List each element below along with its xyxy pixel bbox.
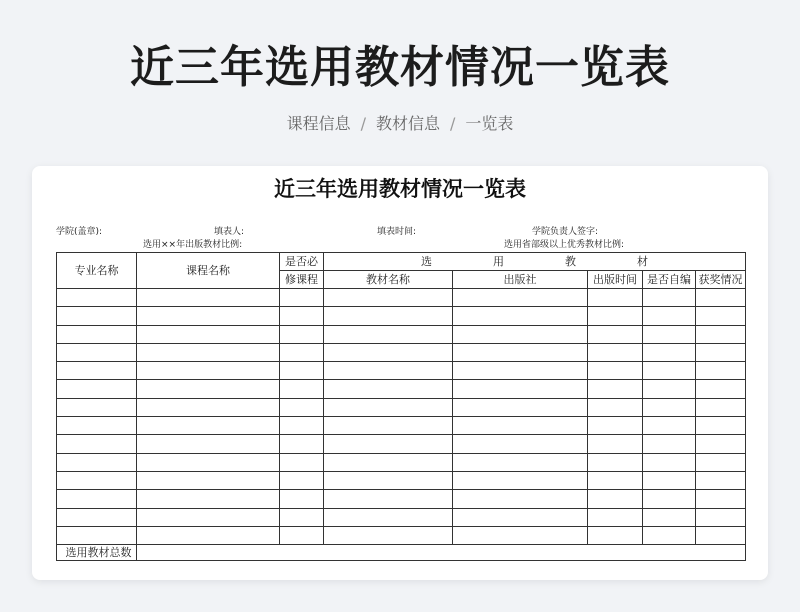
table-cell[interactable] — [696, 471, 746, 489]
table-cell[interactable] — [453, 380, 588, 398]
table-cell[interactable] — [137, 526, 280, 544]
table-cell[interactable] — [137, 471, 280, 489]
breadcrumb-separator: / — [360, 114, 366, 133]
table-cell[interactable] — [57, 362, 137, 380]
table-cell[interactable] — [643, 471, 696, 489]
table-cell[interactable] — [453, 307, 588, 325]
table-cell[interactable] — [696, 380, 746, 398]
table-cell[interactable] — [453, 398, 588, 416]
table-cell[interactable] — [137, 325, 280, 343]
table-cell[interactable] — [588, 362, 643, 380]
table-cell[interactable] — [588, 490, 643, 508]
table-cell[interactable] — [137, 307, 280, 325]
document-title: 近三年选用教材情况一览表 — [274, 177, 526, 201]
table-cell[interactable] — [324, 417, 453, 435]
table-row — [57, 362, 746, 380]
table-cell[interactable] — [324, 435, 453, 453]
table-cell[interactable] — [453, 325, 588, 343]
table-cell[interactable] — [696, 343, 746, 361]
table-cell[interactable] — [137, 435, 280, 453]
table-cell[interactable] — [137, 490, 280, 508]
table-cell[interactable] — [696, 508, 746, 526]
breadcrumb-item-textbook-info[interactable]: 教材信息 — [375, 114, 440, 133]
table-cell[interactable] — [453, 289, 588, 307]
table-row — [57, 417, 746, 435]
table-cell[interactable] — [57, 471, 137, 489]
table-cell[interactable] — [696, 289, 746, 307]
breadcrumb-item-course-info[interactable]: 课程信息 — [286, 114, 351, 133]
dean-signature-label: 学院负责人签字: — [532, 227, 599, 237]
header-major-name: 专业名称 — [57, 253, 137, 289]
table-cell[interactable] — [280, 307, 324, 325]
table-cell[interactable] — [324, 526, 453, 544]
table-cell[interactable] — [280, 398, 324, 416]
table-cell[interactable] — [57, 526, 137, 544]
table-row — [57, 435, 746, 453]
table-cell[interactable] — [588, 380, 643, 398]
table-row — [57, 453, 746, 471]
table-row — [57, 526, 746, 544]
table-cell[interactable] — [280, 362, 324, 380]
table-cell[interactable] — [324, 398, 453, 416]
table-cell[interactable] — [280, 471, 324, 489]
table-cell[interactable] — [324, 325, 453, 343]
table-cell[interactable] — [643, 380, 696, 398]
table-cell[interactable] — [280, 380, 324, 398]
total-value-cell[interactable] — [137, 545, 746, 561]
breadcrumb-separator: / — [450, 114, 456, 133]
table-cell[interactable] — [280, 490, 324, 508]
table-cell[interactable] — [137, 380, 280, 398]
recent-textbook-ratio-label: 选用××年出版教材比例: — [143, 240, 243, 250]
table-cell[interactable] — [324, 289, 453, 307]
table-cell[interactable] — [453, 526, 588, 544]
table-cell[interactable] — [643, 417, 696, 435]
table-cell[interactable] — [696, 362, 746, 380]
table-cell[interactable] — [643, 343, 696, 361]
table-cell[interactable] — [137, 398, 280, 416]
table-cell[interactable] — [324, 380, 453, 398]
header-selected-char: 用 — [493, 254, 504, 268]
table-cell[interactable] — [137, 362, 280, 380]
header-textbook-name: 教材名称 — [324, 271, 453, 289]
header-awards: 获奖情况 — [696, 271, 746, 289]
table-header-row — [57, 253, 746, 271]
table-cell[interactable] — [643, 289, 696, 307]
table-cell[interactable] — [643, 490, 696, 508]
table-cell[interactable] — [324, 508, 453, 526]
table-cell[interactable] — [453, 508, 588, 526]
table-cell[interactable] — [453, 453, 588, 471]
table-cell[interactable] — [588, 307, 643, 325]
table-row — [57, 325, 746, 343]
table-cell[interactable] — [324, 362, 453, 380]
excellent-textbook-ratio-label: 选用省部级以上优秀教材比例: — [504, 240, 625, 250]
header-publish-time: 出版时间 — [588, 271, 643, 289]
table-cell[interactable] — [453, 490, 588, 508]
table-cell[interactable] — [324, 471, 453, 489]
table-row — [57, 398, 746, 416]
table-cell[interactable] — [280, 343, 324, 361]
table-cell[interactable] — [696, 325, 746, 343]
table-cell[interactable] — [324, 343, 453, 361]
header-required-course-bottom: 修课程 — [280, 271, 324, 289]
table-cell[interactable] — [57, 453, 137, 471]
table-cell[interactable] — [137, 417, 280, 435]
header-selected-textbooks — [324, 253, 746, 271]
table-cell[interactable] — [696, 307, 746, 325]
table-cell[interactable] — [57, 508, 137, 526]
table-cell[interactable] — [453, 435, 588, 453]
table-cell[interactable] — [57, 417, 137, 435]
table-row — [57, 380, 746, 398]
table-cell[interactable] — [280, 508, 324, 526]
table-row — [57, 471, 746, 489]
table-cell[interactable] — [280, 526, 324, 544]
table-cell[interactable] — [57, 435, 137, 453]
header-self-compiled: 是否自编 — [643, 271, 696, 289]
table-cell[interactable] — [588, 435, 643, 453]
table-cell[interactable] — [643, 362, 696, 380]
table-cell[interactable] — [57, 380, 137, 398]
table-cell[interactable] — [588, 325, 643, 343]
table-cell[interactable] — [696, 490, 746, 508]
table-cell[interactable] — [696, 453, 746, 471]
textbook-table — [56, 252, 746, 561]
table-cell[interactable] — [137, 508, 280, 526]
total-label: 选用教材总数 — [57, 545, 137, 561]
table-cell[interactable] — [324, 307, 453, 325]
table-row — [57, 490, 746, 508]
table-cell[interactable] — [57, 289, 137, 307]
table-cell[interactable] — [57, 307, 137, 325]
total-row — [57, 545, 746, 561]
table-cell[interactable] — [453, 362, 588, 380]
header-course-name: 课程名称 — [137, 253, 280, 289]
table-cell[interactable] — [643, 307, 696, 325]
document-card — [32, 166, 768, 580]
table-cell[interactable] — [696, 435, 746, 453]
table-cell[interactable] — [280, 417, 324, 435]
table-cell[interactable] — [696, 417, 746, 435]
table-cell[interactable] — [280, 453, 324, 471]
college-seal-label: 学院(盖章): — [56, 227, 103, 237]
table-cell[interactable] — [696, 398, 746, 416]
table-cell[interactable] — [696, 526, 746, 544]
table-cell[interactable] — [324, 453, 453, 471]
table-row — [57, 508, 746, 526]
table-cell[interactable] — [280, 289, 324, 307]
table-cell[interactable] — [643, 526, 696, 544]
table-cell[interactable] — [643, 435, 696, 453]
header-required-course-top: 是否必 — [280, 253, 324, 271]
table-cell[interactable] — [57, 490, 137, 508]
table-cell[interactable] — [643, 398, 696, 416]
table-cell[interactable] — [57, 325, 137, 343]
table-row — [57, 289, 746, 307]
table-cell[interactable] — [57, 343, 137, 361]
header-selected-char: 材 — [637, 254, 648, 268]
page-title: 近三年选用教材情况一览表 — [130, 42, 670, 93]
table-cell[interactable] — [588, 471, 643, 489]
breadcrumb — [0, 112, 800, 136]
table-cell[interactable] — [324, 490, 453, 508]
table-cell[interactable] — [588, 343, 643, 361]
table-row — [57, 343, 746, 361]
table-cell[interactable] — [57, 398, 137, 416]
table-row — [57, 307, 746, 325]
table-cell[interactable] — [643, 453, 696, 471]
table-cell[interactable] — [588, 398, 643, 416]
header-selected-char: 教 — [565, 254, 576, 268]
table-cell[interactable] — [280, 325, 324, 343]
table-cell[interactable] — [643, 325, 696, 343]
table-cell[interactable] — [588, 526, 643, 544]
table-cell[interactable] — [643, 508, 696, 526]
fill-time-label: 填表时间: — [377, 227, 417, 237]
table-cell[interactable] — [280, 435, 324, 453]
table-cell[interactable] — [588, 289, 643, 307]
table-cell[interactable] — [588, 508, 643, 526]
table-cell[interactable] — [453, 417, 588, 435]
filler-label: 填表人: — [214, 227, 245, 237]
table-cell[interactable] — [453, 343, 588, 361]
header-selected-char: 选 — [421, 254, 432, 268]
table-cell[interactable] — [453, 471, 588, 489]
header-publisher: 出版社 — [453, 271, 588, 289]
table-cell[interactable] — [588, 453, 643, 471]
table-cell[interactable] — [137, 453, 280, 471]
table-cell[interactable] — [588, 417, 643, 435]
table-cell[interactable] — [137, 289, 280, 307]
breadcrumb-item-overview[interactable]: 一览表 — [465, 114, 514, 133]
table-cell[interactable] — [137, 343, 280, 361]
